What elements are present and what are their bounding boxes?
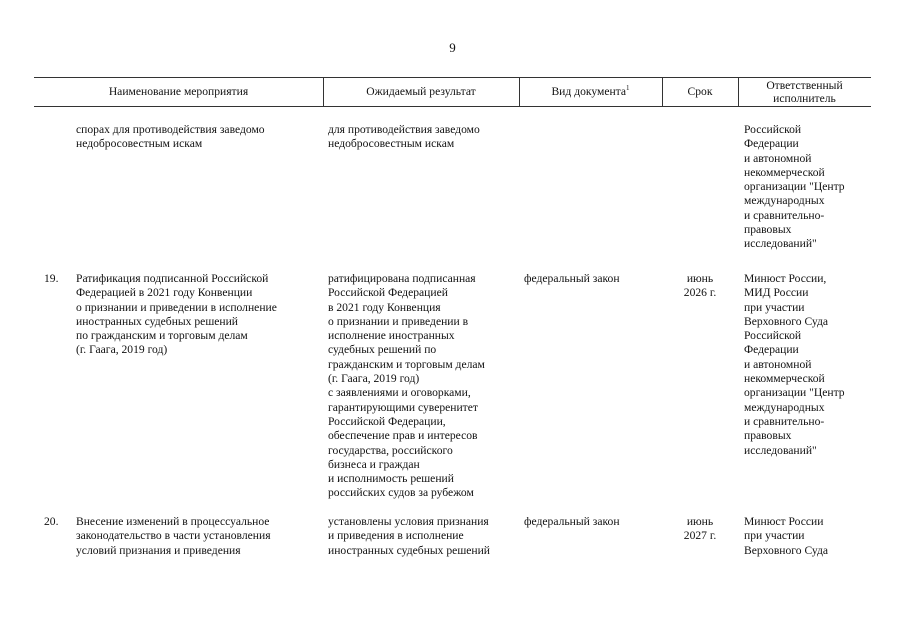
row-result: для противодействия заведомо недобросовестным искам <box>328 123 480 151</box>
header-term: Срок <box>687 85 713 98</box>
row-term: июнь 2027 г. <box>683 515 717 543</box>
header-result: Ожидаемый результат <box>366 85 476 98</box>
row-name: Ратификация подписанной Российской Федерацией в 2021 году Конвенции о признании и приведении в исполнение иностранных судебных решений по гражданским и торговым делам (г. Гаага, 2019 год) <box>76 272 277 357</box>
header-name: Наименование мероприятия <box>108 85 249 98</box>
row-result: ратифицирована подписанная Российской Федерацией в 2021 году Конвенция о признании и приведении в исполнение иностранных судебных решений по гражданским и торговым делам (г. Гаага, 2019 год) с заявлениями и оговорками, гарантирующими суверенитет Российской Федерации, обеспечение прав и интересов государства, российского бизнеса и граждан и исполнимость решений российских судов за рубежом <box>328 272 485 500</box>
row-number: 20. <box>44 515 59 528</box>
row-term: июнь 2026 г. <box>683 272 717 300</box>
footnote-marker: 1 <box>626 84 630 92</box>
row-responsible: Российской Федерации и автономной некоммерческой организации "Центр международных и сравнительно- правовых исследований" <box>744 123 845 251</box>
header-responsible: Ответственный исполнитель <box>766 78 843 105</box>
page-number: 9 <box>449 40 456 55</box>
header-doc-type: Вид документа$^1$ <box>551 84 630 98</box>
row-result: установлены условия признания и приведения в исполнение иностранных судебных решений <box>328 515 491 557</box>
row-doc-type: федеральный закон <box>524 272 620 285</box>
row-responsible: Минюст России, МИД России при участии Верховного Суда Российской Федерации и автономной некоммерческой организации "Центр международных и сравнительно- правовых исследований" <box>744 272 845 457</box>
row-name: спорах для противодействия заведомо недобросовестным искам <box>76 123 265 151</box>
row-responsible: Минюст России при участии Верховного Суда <box>744 515 829 557</box>
row-number: 19. <box>44 272 59 285</box>
row-doc-type: федеральный закон <box>524 515 620 528</box>
row-name: Внесение изменений в процессуальное законодательство в части установления условий признания и приведения <box>76 515 271 557</box>
header-bottom-rule <box>34 106 871 107</box>
